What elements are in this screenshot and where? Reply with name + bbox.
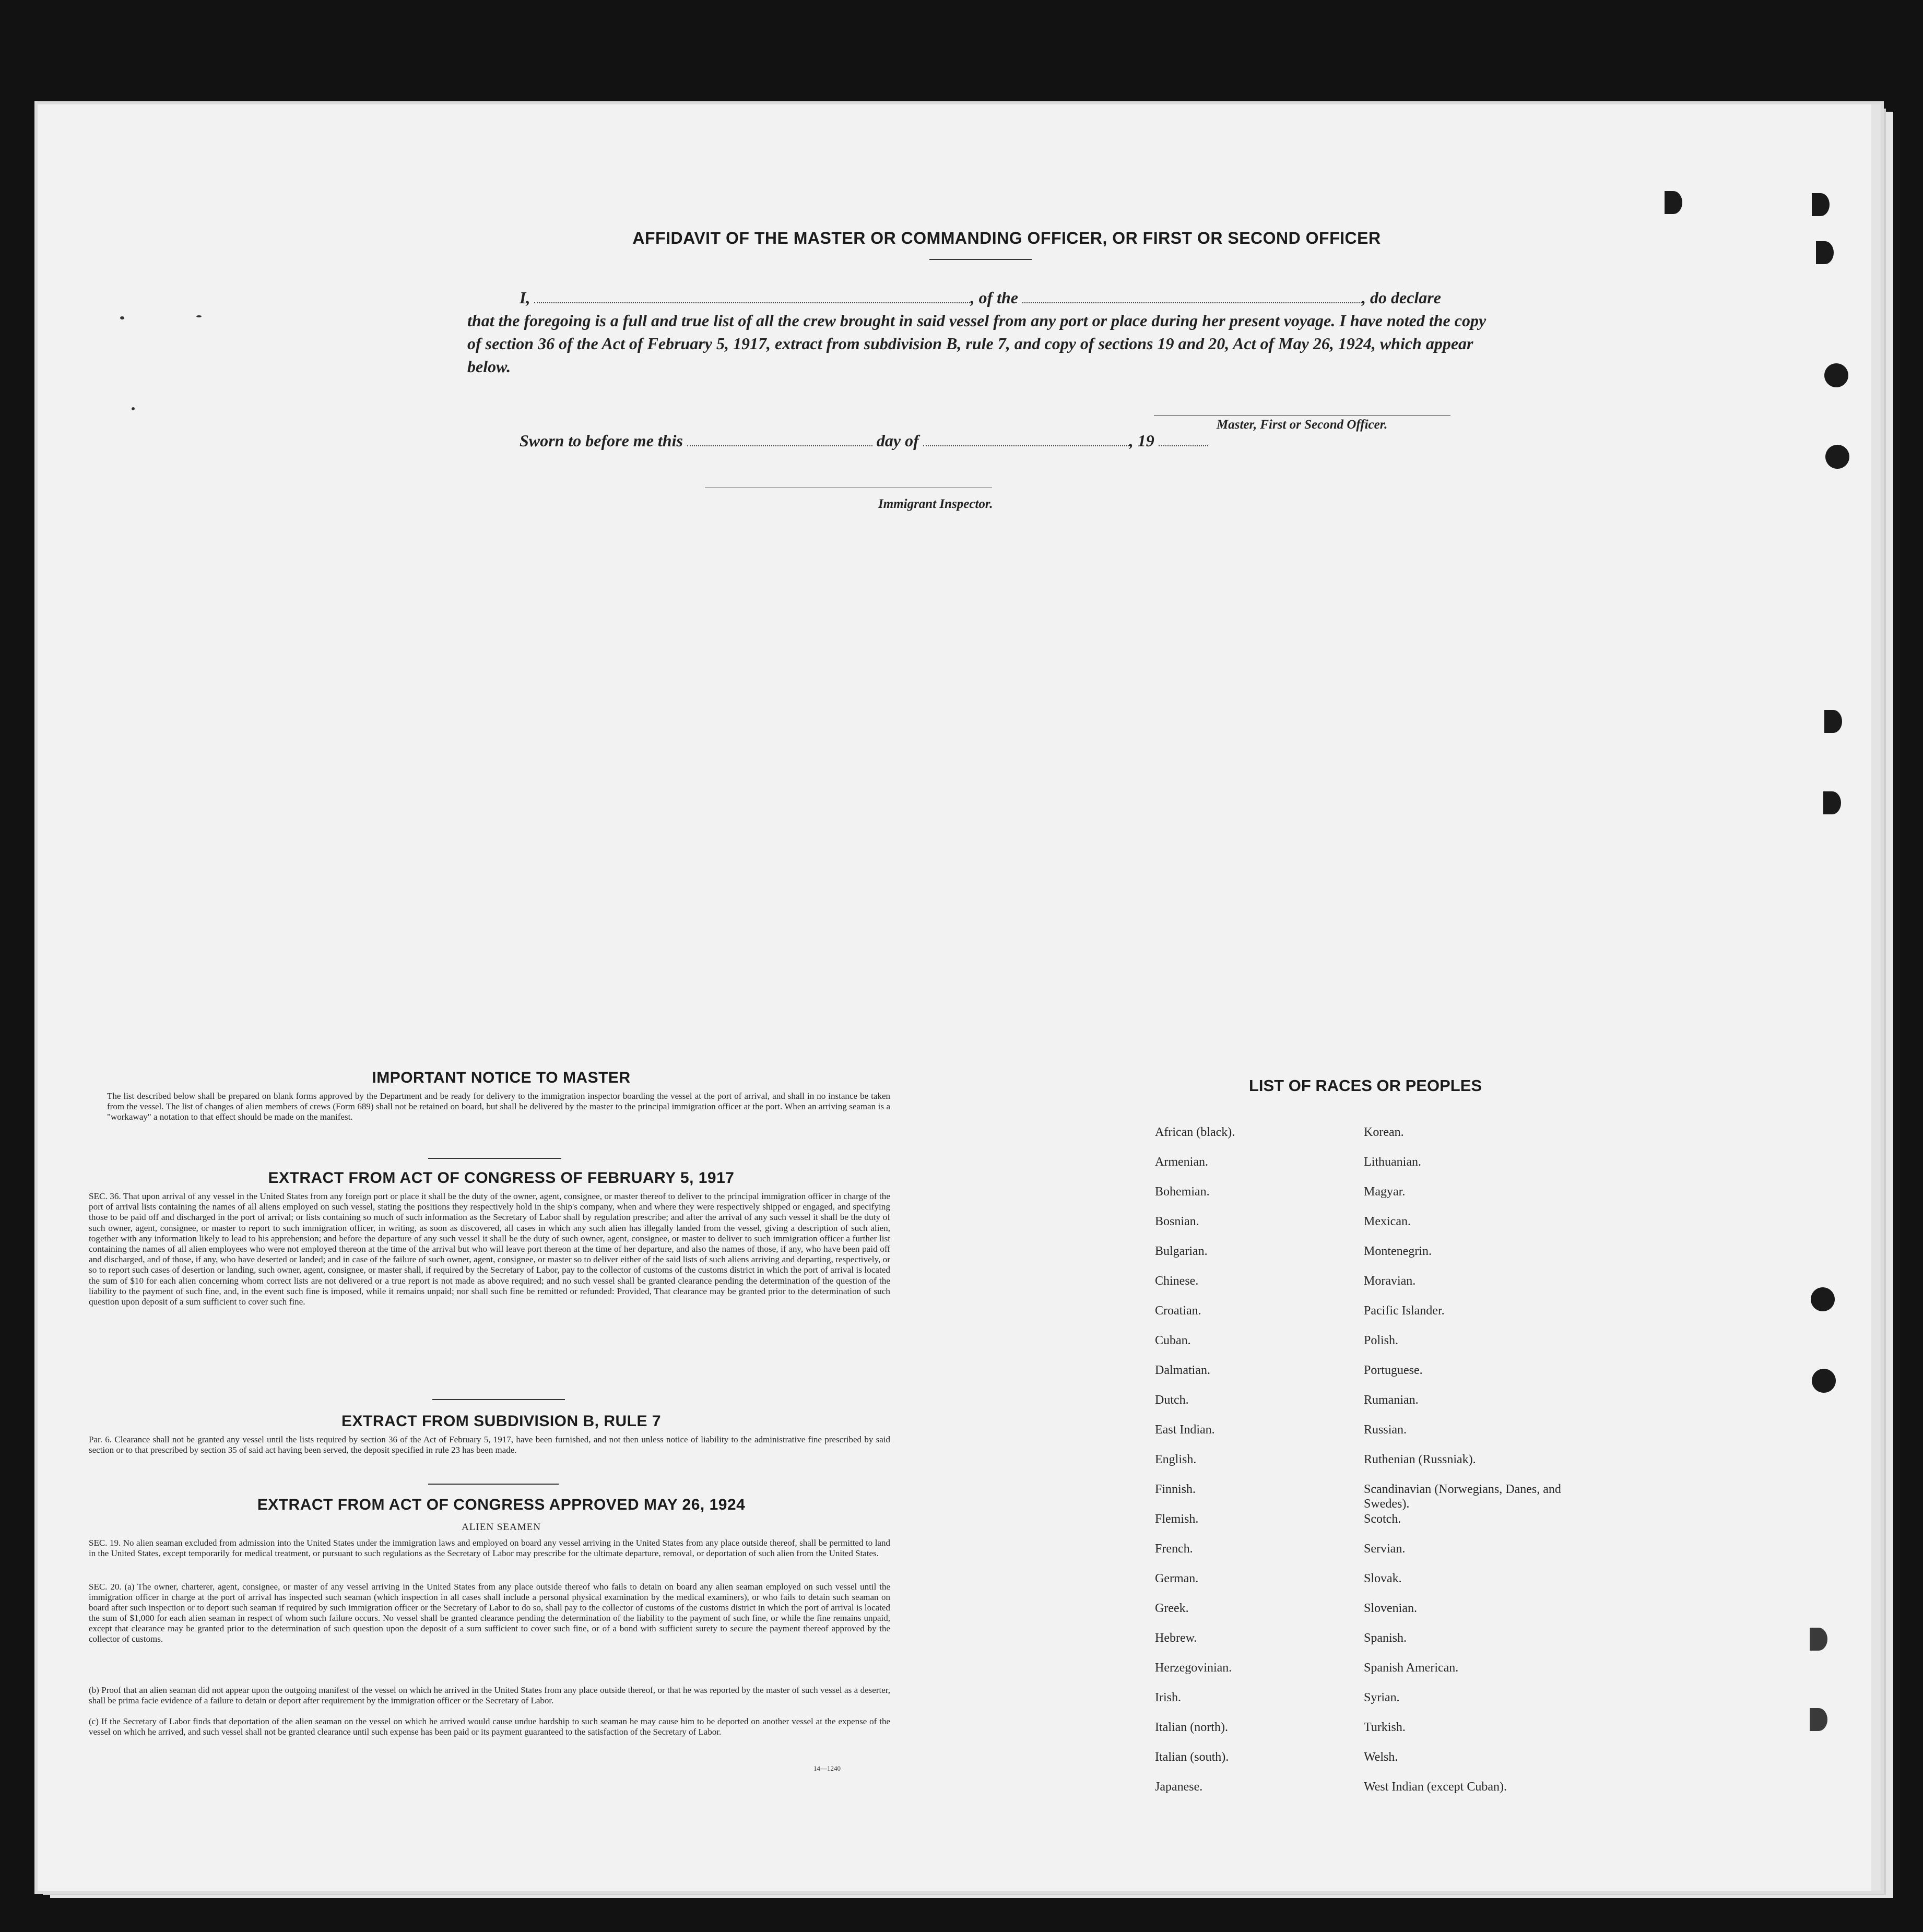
binder-hole bbox=[1811, 1287, 1835, 1311]
binder-hole bbox=[1810, 1708, 1827, 1731]
binder-hole bbox=[1824, 363, 1848, 387]
race-item: Bulgarian. bbox=[1155, 1244, 1208, 1258]
race-item: Syrian. bbox=[1364, 1691, 1400, 1704]
races-column-2 bbox=[1364, 1125, 1562, 1809]
affidavit-title: AFFIDAVIT OF THE MASTER OR COMMANDING OFFICER, OR FIRST OR SECOND OFFICER bbox=[632, 229, 1381, 247]
race-item: Servian. bbox=[1364, 1542, 1406, 1556]
extract-rule7-text: Par. 6. Clearance shall not be granted any vessel until the lists required by section 36 of the Act of February 5, 1917, have been furnished, and not then unless notice of liability to the administrative fine prescribed by said section or to that prescribed by section 35 of said act having been served, the deposit specified in rule 23 has been made. bbox=[89, 1435, 890, 1455]
race-item: Montenegrin. bbox=[1364, 1244, 1432, 1258]
bleed-through-text bbox=[377, 204, 387, 232]
race-item: Croatian. bbox=[1155, 1304, 1201, 1318]
race-item: English. bbox=[1155, 1453, 1197, 1466]
ink-speck bbox=[120, 316, 124, 319]
race-item: Moravian. bbox=[1364, 1274, 1416, 1288]
extract-rule7-title: EXTRACT FROM SUBDIVISION B, RULE 7 bbox=[341, 1413, 662, 1430]
races-column-1 bbox=[1155, 1125, 1322, 1809]
race-item: Dalmatian. bbox=[1155, 1364, 1210, 1377]
extract-1924-sec20a: SEC. 20. (a) The owner, charterer, agent, consignee, or master of any vessel arriving in the United States from any place outside thereof who fails to detain on board any alien seaman employed on such vessel until the immigration officer in charge at the port of arrival has inspected such seaman (which inspection in all cases shall include a personal physical examination by the medical examiners), or who fails to detain such seaman on board after such inspection or to deport such seaman if required by such immigration officer or the Secretary of Labor to do so, shall pay to the collector of customs of the customs district in which the port of arrival is located the sum of $1,000 for each alien seaman in respect of whom such failure occurs. No vessel shall be granted clearance pending the determination of the liability to the payment of such fine, or while the fine remains unpaid, except that clearance may be granted prior to the determination of such question upon the deposit of a sum sufficient to cover such fine, or of a bond with sufficient surety to secure the payment thereof approved by the collector of customs. bbox=[89, 1582, 890, 1644]
sworn-month-field[interactable] bbox=[923, 432, 1129, 446]
race-item: Spanish American. bbox=[1364, 1661, 1459, 1675]
notice-text: The list described below shall be prepared on blank forms approved by the Department and be ready for delivery to the immigration inspector boarding the vessel at the port of arrival, and shall in no instance be taken from the vessel. The list of changes of alien members of crews (Form 689) shall not be retained on board, but shall be delivered by the master to the principal immigration officer at the port. When an arriving seaman is a "workaway" a notation to that effect should be made on the manifest. bbox=[107, 1091, 890, 1122]
extract-1924-sec19: SEC. 19. No alien seaman excluded from admission into the United States under the immigration laws and employed on board any vessel arriving in the United States from any place outside thereof, shall be permitted to land in the United States, except temporarily for medical treatment, or pursuant to such regulations as the Secretary of Labor may prescribe for the ultimate departure, removal, or deportation of such alien from the United States. bbox=[89, 1538, 890, 1558]
affidavit-declare: , do declare bbox=[1362, 288, 1441, 307]
race-item: Scandinavian (Norwegians, Danes, and Swedes). bbox=[1364, 1483, 1561, 1511]
section-rule bbox=[432, 1399, 565, 1400]
notice-title: IMPORTANT NOTICE TO MASTER bbox=[372, 1069, 631, 1086]
ink-speck bbox=[132, 407, 135, 410]
race-item: Dutch. bbox=[1155, 1393, 1189, 1407]
race-item: German. bbox=[1155, 1572, 1199, 1585]
binder-hole bbox=[1825, 445, 1849, 469]
inspector-caption: Immigrant Inspector. bbox=[878, 497, 993, 511]
section-rule bbox=[428, 1484, 559, 1485]
binder-hole bbox=[1812, 1369, 1836, 1393]
binder-hole bbox=[1816, 241, 1834, 264]
race-item: Armenian. bbox=[1155, 1155, 1208, 1169]
sworn-prefix: Sworn to before me this bbox=[520, 431, 683, 450]
race-item: Lithuanian. bbox=[1364, 1155, 1421, 1169]
page-stack-edge bbox=[1871, 104, 1881, 1891]
ink-speck bbox=[196, 315, 202, 317]
master-caption: Master, First or Second Officer. bbox=[1217, 418, 1388, 432]
section-rule bbox=[428, 1158, 561, 1159]
binder-hole bbox=[1665, 191, 1682, 214]
race-item: Magyar. bbox=[1364, 1185, 1406, 1199]
race-item: Portuguese. bbox=[1364, 1364, 1423, 1377]
race-item: Italian (north). bbox=[1155, 1721, 1228, 1734]
races-title: LIST OF RACES OR PEOPLES bbox=[1248, 1076, 1482, 1095]
affidavit-first-line bbox=[467, 286, 1488, 309]
binder-hole bbox=[1823, 791, 1841, 814]
binder-hole bbox=[1812, 193, 1830, 216]
extract-1924-subtitle: ALIEN SEAMEN bbox=[462, 1522, 541, 1533]
race-item: Korean. bbox=[1364, 1125, 1404, 1139]
race-item: Ruthenian (Russniak). bbox=[1364, 1453, 1476, 1466]
affidavit-i: I, bbox=[520, 288, 530, 307]
race-item: Pacific Islander. bbox=[1364, 1304, 1445, 1318]
sworn-year: , 19 bbox=[1129, 431, 1154, 450]
race-item: Slovenian. bbox=[1364, 1602, 1417, 1615]
race-item: Japanese. bbox=[1155, 1780, 1203, 1794]
race-item: Slovak. bbox=[1364, 1572, 1402, 1585]
race-item: Bohemian. bbox=[1155, 1185, 1210, 1199]
vessel-field[interactable] bbox=[1022, 289, 1362, 303]
sworn-day-of: day of bbox=[876, 431, 919, 450]
race-item: African (black). bbox=[1155, 1125, 1235, 1139]
sworn-day-field[interactable] bbox=[687, 432, 872, 446]
sworn-year-field[interactable] bbox=[1159, 432, 1208, 446]
master-signature-line[interactable] bbox=[1154, 415, 1450, 416]
extract-1917-text: SEC. 36. That upon arrival of any vessel in the United States from any foreign port or place it shall be the duty of the owner, agent, consignee, or master thereof to deliver to the principal immigration officer in charge of the port of arrival lists containing the names of all aliens employed on such vessel, stating the positions they respectively hold in the ship's company, when and where they were respectively shipped or engaged, and specifying those to be paid off and discharged in the port of arrival; or lists containing so much of such information as the Secretary of Labor shall by regulation prescribe; and after the arrival of any such vessel it shall be the duty of such owner, agent, consignee, or master to report to such immigration officer, in writing, as soon as discovered, all cases in which any such alien has illegally landed from the vessel, giving a description of such alien, together with any information likely to lead to his apprehension; and before the departure of any such vessel it shall be the duty of such owner, agent, consignee, or master to deliver to such immigration officer a further list containing the names of all alien employees who were not employed thereon at the time of the arrival but who will leave port thereon at the time of her departure, and also the names of those, if any, who have been paid off and discharged, and of those, if any, who have deserted or landed; and in case of the failure of such owner, agent, consignee, or master so to deliver either of the said lists of such aliens arriving and departing, respectively, or so to report such cases of desertion or landing, such owner, agent, consignee, or master shall, if required by the Secretary of Labor, pay to the collector of customs of the customs district in which the port of arrival is located the sum of $10 for each alien concerning whom correct lists are not delivered or a true report is not made as above required; and no such vessel shall be granted clearance pending the determination of the question of the liability to the payment of such fine, and, in the event such fine is imposed, while it remains unpaid; nor shall such fine be remitted or refunded: Provided, That clearance may be granted prior to the determination of such question upon deposit of a sum sufficient to cover such fine. bbox=[89, 1191, 890, 1307]
race-item: Chinese. bbox=[1155, 1274, 1199, 1288]
sworn-line bbox=[520, 431, 1250, 451]
race-item: Rumanian. bbox=[1364, 1393, 1419, 1407]
race-item: Irish. bbox=[1155, 1691, 1181, 1704]
affidavit-statement: that the foregoing is a full and true list of all the crew brought in said vessel from any port or place during her present voyage. I have noted the copy of section 36 of the Act of February 5, 1917, extract from subdivision B, rule 7, and copy of sections 19 and 20, Act of May 26, 1924, which appear below. bbox=[467, 311, 1487, 376]
race-item: Mexican. bbox=[1364, 1215, 1411, 1228]
extract-1924-title: EXTRACT FROM ACT OF CONGRESS APPROVED MAY 26, 1924 bbox=[257, 1496, 746, 1513]
affidavit-body bbox=[467, 286, 1488, 378]
race-item: Italian (south). bbox=[1155, 1750, 1229, 1764]
binder-hole bbox=[1824, 710, 1842, 733]
extract-1917-title: EXTRACT FROM ACT OF CONGRESS OF FEBRUARY 5, 1917 bbox=[268, 1169, 735, 1187]
binder-hole bbox=[1810, 1628, 1827, 1651]
race-item: Bosnian. bbox=[1155, 1215, 1199, 1228]
race-item: Welsh. bbox=[1364, 1750, 1398, 1764]
title-rule bbox=[929, 259, 1032, 260]
race-item: Scotch. bbox=[1364, 1512, 1401, 1526]
race-item: Flemish. bbox=[1155, 1512, 1199, 1526]
race-item: Herzegovinian. bbox=[1155, 1661, 1232, 1675]
extract-1924-sec20b: (b) Proof that an alien seaman did not appear upon the outgoing manifest of the vessel on which he arrived in the United States from any place outside thereof, or that he was reported by the master of such vessel as a deserter, shall be prima facie evidence of a failure to detain or deport after requirement by the immigration officer or the Secretary of Labor. bbox=[89, 1685, 890, 1705]
race-item: Turkish. bbox=[1364, 1721, 1406, 1734]
affidavit-of-the: , of the bbox=[970, 288, 1018, 307]
race-item: West Indian (except Cuban). bbox=[1364, 1780, 1507, 1794]
form-number: 14—1240 bbox=[813, 1764, 841, 1772]
race-item: Cuban. bbox=[1155, 1334, 1191, 1347]
race-item: Polish. bbox=[1364, 1334, 1399, 1347]
race-item: Spanish. bbox=[1364, 1631, 1407, 1645]
name-field[interactable] bbox=[534, 289, 970, 303]
race-item: Greek. bbox=[1155, 1602, 1189, 1615]
race-item: East Indian. bbox=[1155, 1423, 1215, 1437]
race-item: French. bbox=[1155, 1542, 1193, 1556]
race-item: Russian. bbox=[1364, 1423, 1407, 1437]
extract-1924-sec20c: (c) If the Secretary of Labor finds that deportation of the alien seaman on the vessel on which he arrived would cause undue hardship to such seaman he may cause him to be deported on another vessel at the expense of the vessel on which he arrived, and such vessel shall not be granted clearance until such expense has been paid or its payment guaranteed to the satisfaction of the Secretary of Labor. bbox=[89, 1716, 890, 1737]
race-item: Finnish. bbox=[1155, 1483, 1196, 1496]
race-item: Hebrew. bbox=[1155, 1631, 1197, 1645]
